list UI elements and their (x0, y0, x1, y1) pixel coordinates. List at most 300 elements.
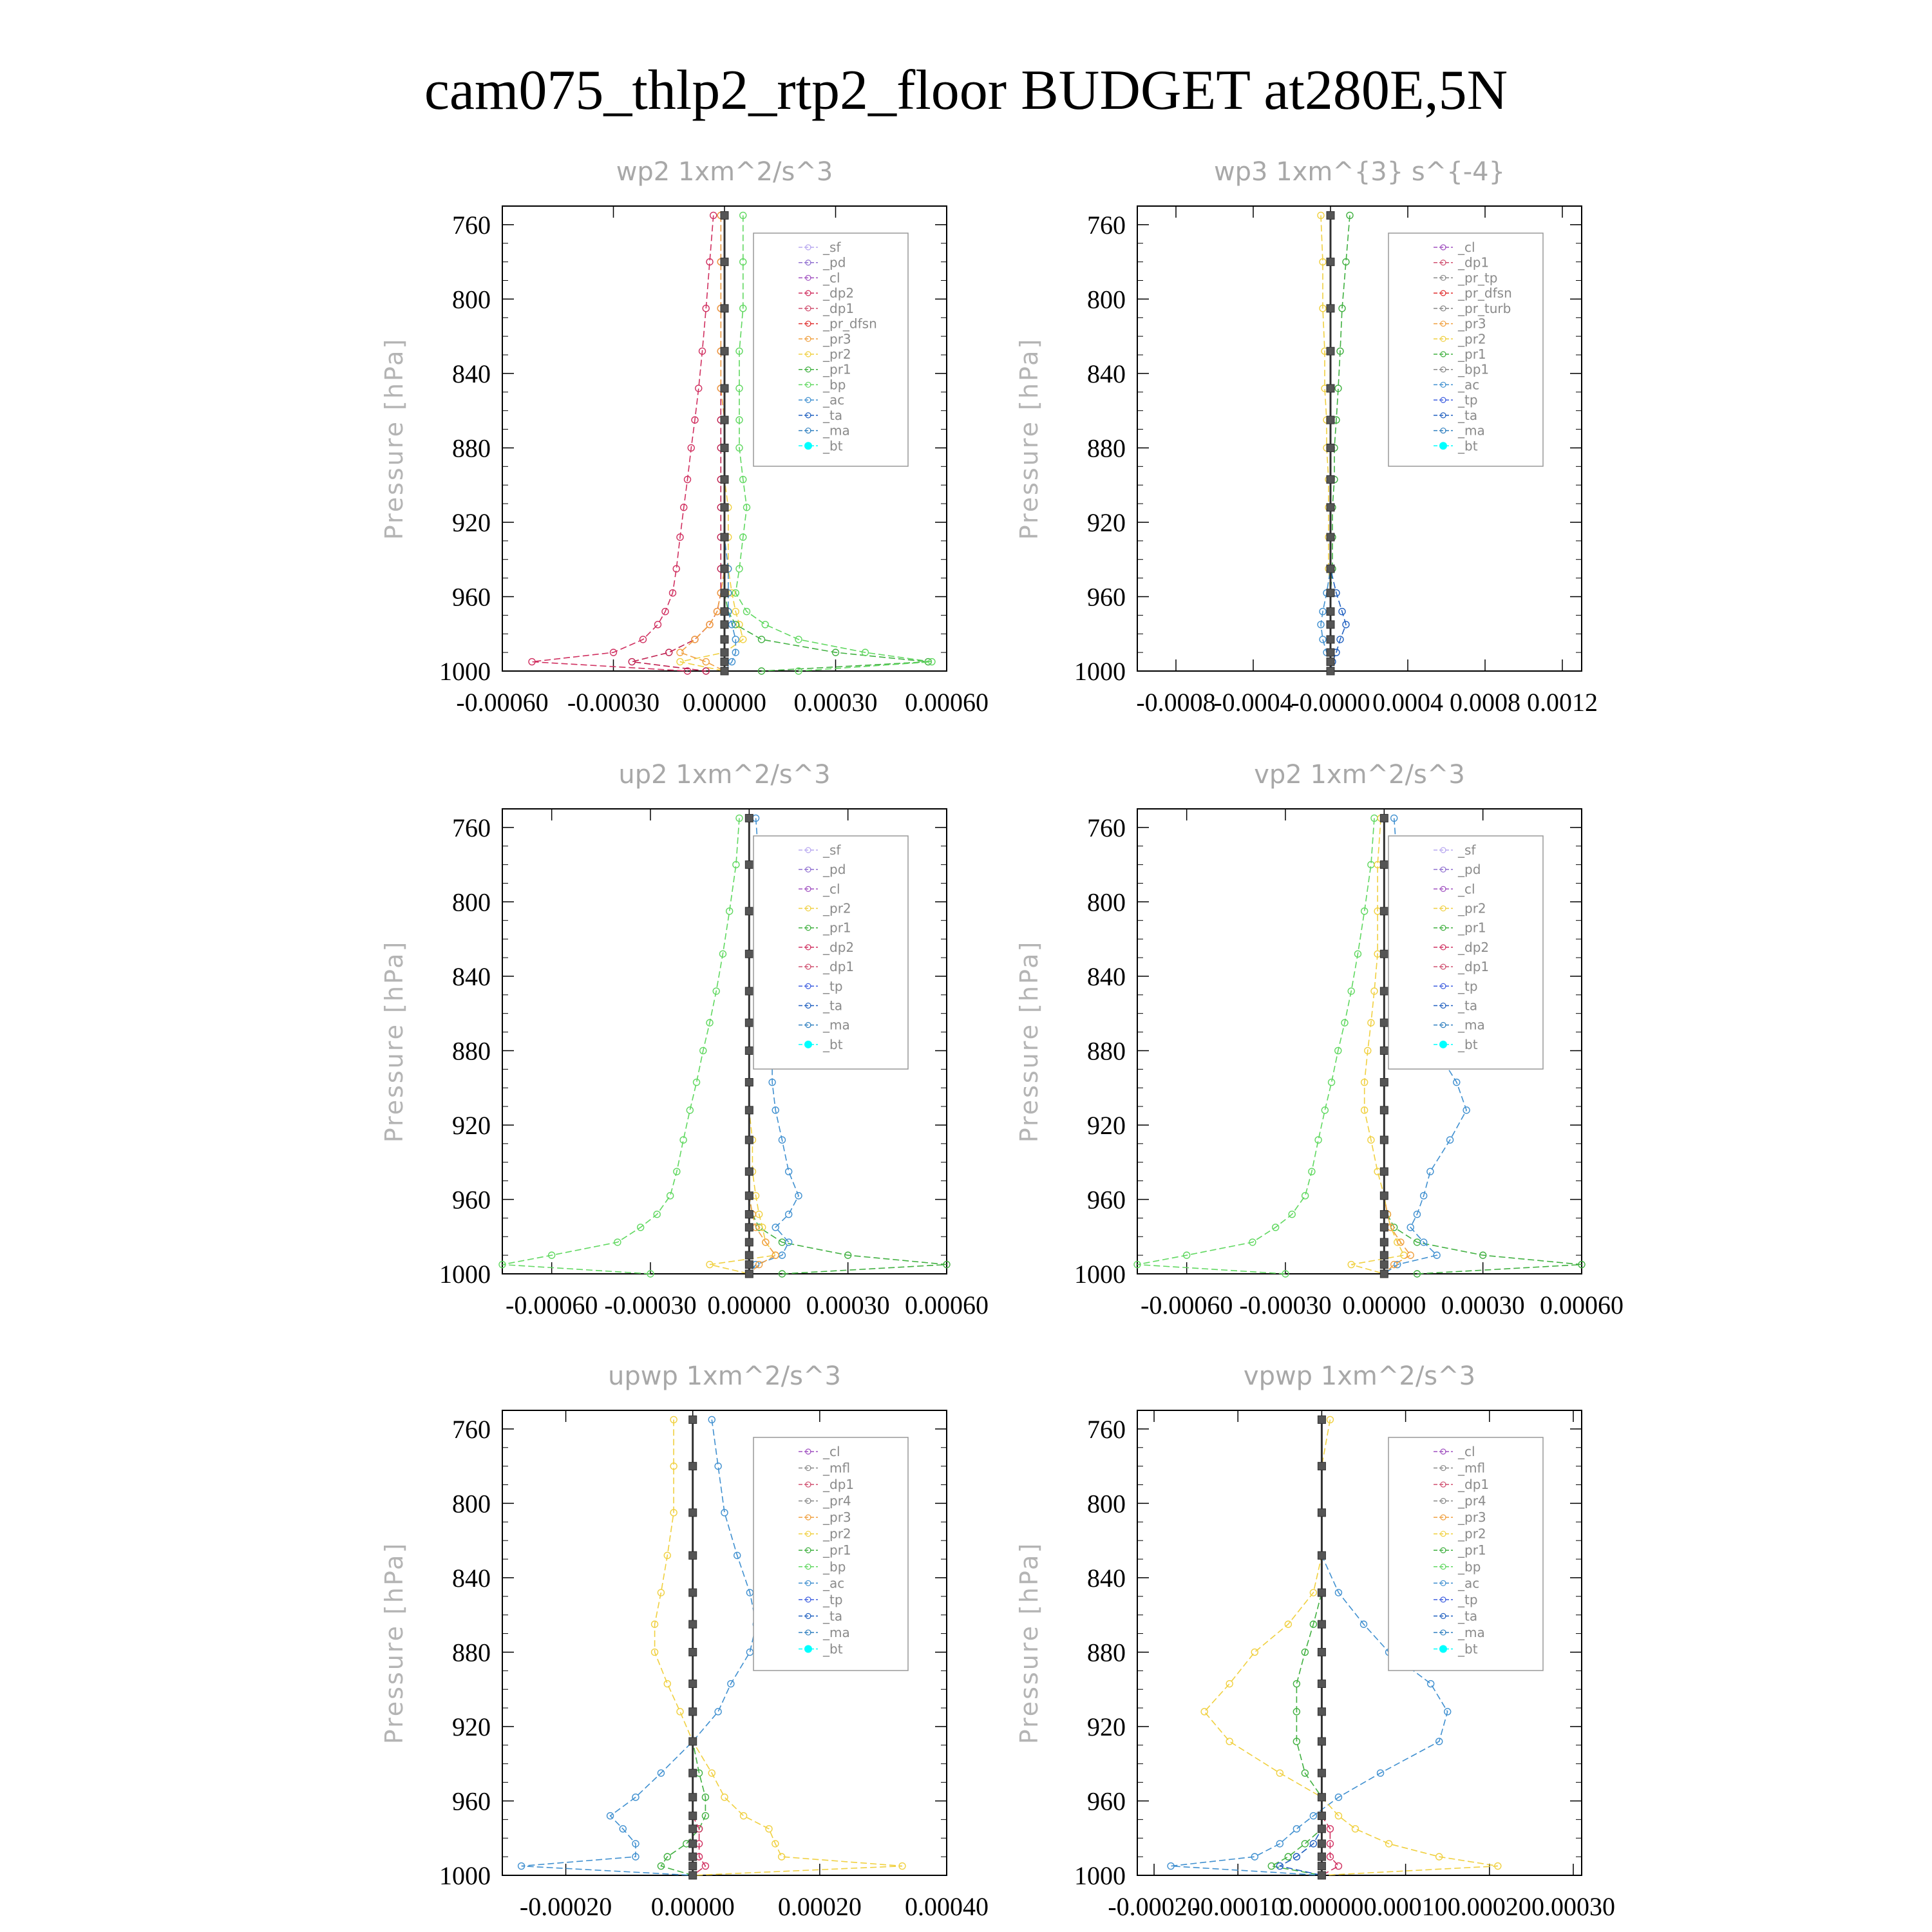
data-point (689, 1825, 697, 1833)
x-tick-label: 0.00030 (1441, 1291, 1525, 1320)
data-point (689, 1680, 697, 1688)
x-tick-label: 0.0004 (1372, 688, 1443, 717)
legend-marker (804, 1645, 812, 1653)
x-tick-label: 0.00060 (905, 688, 989, 717)
panel-title: vpwp 1xm^2/s^3 (1243, 1361, 1476, 1391)
legend-label: _pr1 (823, 1542, 851, 1558)
legend-marker (1439, 1645, 1447, 1653)
data-point (1380, 1270, 1388, 1278)
legend-label: _pr_turb (1458, 300, 1511, 316)
panel-3 (1015, 760, 1624, 1320)
panel-title: upwp 1xm^2/s^3 (608, 1361, 841, 1391)
x-tick-label: 0.00030 (793, 688, 878, 717)
y-tick-label: 880 (452, 1638, 491, 1667)
data-point (1318, 1463, 1325, 1470)
series-dp2 (629, 212, 724, 674)
legend-label: _pr4 (1458, 1493, 1486, 1509)
data-point (1318, 1680, 1325, 1688)
figure-title: cam075_thlp2_rtp2_floor BUDGET at280E,5N (424, 59, 1508, 122)
data-point (1318, 1589, 1325, 1596)
legend-label: _pr3 (1458, 316, 1486, 332)
data-point (667, 1193, 674, 1199)
data-point (721, 667, 728, 675)
y-tick-label: 800 (1087, 887, 1126, 917)
x-tick-label: -0.0000 (1291, 688, 1370, 717)
x-tick-label: 0.0012 (1527, 688, 1598, 717)
data-point (1380, 1251, 1388, 1259)
data-point (1318, 1862, 1325, 1870)
legend-label: _pd (823, 862, 846, 878)
series-tp (518, 1416, 760, 1879)
data-point (721, 621, 728, 629)
legend-label: _bt (1458, 438, 1478, 454)
data-point (1380, 1106, 1388, 1114)
y-tick-label: 960 (1087, 582, 1126, 612)
data-point (715, 1709, 721, 1715)
x-tick-label: 0.00060 (905, 1291, 989, 1320)
data-point (1318, 1648, 1325, 1656)
data-point (1226, 1738, 1233, 1745)
legend-label: _pr_tp (1458, 270, 1498, 286)
series-bt (689, 1416, 697, 1879)
legend-label: _pr2 (1458, 331, 1486, 347)
data-point (1380, 1238, 1388, 1246)
legend-label: _ta (823, 1608, 843, 1624)
panel-title: wp3 1xm^{3} s^{-4} (1213, 157, 1506, 187)
y-tick-label: 760 (1087, 813, 1126, 842)
legend-label: _pr_dfsn (823, 316, 877, 332)
data-point (1302, 1193, 1309, 1199)
x-tick-label: -0.00060 (506, 1291, 598, 1320)
series-bt (745, 814, 753, 1278)
data-point (1327, 305, 1334, 312)
legend-marker (1439, 442, 1447, 450)
data-point (745, 1211, 753, 1218)
data-point (1327, 649, 1334, 656)
legend-label: _ac (823, 1575, 845, 1591)
legend-label: _bp (823, 377, 846, 393)
data-point (1380, 861, 1388, 869)
data-point (745, 1224, 753, 1231)
series-bt (1327, 211, 1334, 675)
data-point (1327, 658, 1334, 666)
y-tick-label: 960 (452, 1786, 491, 1816)
y-tick-label: 840 (1087, 961, 1126, 991)
legend-label: _bt (823, 1036, 843, 1052)
series-line (1280, 1419, 1321, 1875)
x-tick-label: 0.00000 (1280, 1892, 1364, 1921)
panel-2 (380, 760, 989, 1320)
data-point (1327, 444, 1334, 451)
data-point (689, 1620, 697, 1628)
legend-label: _bp1 (1458, 361, 1490, 377)
data-point (1327, 608, 1334, 616)
legend-label: _ta (823, 998, 843, 1014)
data-point (1327, 636, 1334, 643)
legend-label: _pr2 (1458, 1526, 1486, 1542)
data-point (1318, 1825, 1325, 1833)
y-tick-label: 1000 (439, 657, 491, 686)
legend-label: _pr_dfsn (1458, 285, 1512, 301)
series-line (680, 215, 724, 671)
legend-marker (1439, 1041, 1447, 1048)
data-point (721, 533, 728, 541)
data-point (689, 1738, 697, 1745)
y-tick-label: 800 (452, 285, 491, 314)
legend-label: _ma (1458, 422, 1485, 439)
legend-label: _dp2 (1458, 939, 1490, 955)
data-point (1380, 950, 1388, 958)
x-tick-label: -0.00060 (1141, 1291, 1233, 1320)
series-dp1 (529, 212, 717, 674)
data-point (759, 636, 765, 643)
legend-label: _mfl (823, 1460, 851, 1476)
data-point (1327, 533, 1334, 541)
data-point (1380, 1192, 1388, 1200)
data-point (1318, 1871, 1325, 1879)
y-tick-label: 760 (452, 813, 491, 842)
legend (1388, 836, 1543, 1069)
data-point (1293, 1826, 1300, 1832)
y-tick-label: 880 (1087, 1638, 1126, 1667)
data-point (1201, 1709, 1208, 1715)
legend-label: _cl (823, 881, 840, 897)
data-point (689, 1769, 697, 1777)
x-tick-label: -0.00020 (519, 1892, 612, 1921)
legend-label: _mfl (1458, 1460, 1486, 1476)
data-point (721, 1794, 728, 1801)
panel-1 (1015, 157, 1598, 717)
data-point (689, 1853, 697, 1861)
data-point (741, 1813, 747, 1819)
legend (753, 836, 908, 1069)
legend-label: _cl (823, 270, 840, 286)
data-point (786, 1239, 792, 1245)
legend-label: _ma (1458, 1017, 1485, 1033)
data-point (745, 1251, 753, 1259)
data-point (689, 1708, 697, 1716)
data-point (721, 476, 728, 484)
data-point (1380, 987, 1388, 995)
legend-label: _cl (1458, 240, 1475, 255)
y-tick-label: 920 (452, 1712, 491, 1741)
data-point (689, 1648, 697, 1656)
legend-label: _bt (823, 1641, 843, 1657)
data-point (762, 621, 768, 628)
data-point (721, 384, 728, 392)
data-point (1327, 211, 1334, 219)
panel-5 (1015, 1361, 1615, 1921)
data-point (677, 1709, 683, 1715)
series-line (502, 818, 739, 1274)
legend-label: _pr3 (823, 331, 851, 347)
legend-label: _pr1 (1458, 1542, 1486, 1558)
legend-label: _dp2 (823, 939, 855, 955)
data-point (689, 1551, 697, 1559)
data-point (721, 649, 728, 656)
data-point (1327, 589, 1334, 597)
data-point (745, 950, 753, 958)
data-point (745, 1238, 753, 1246)
y-tick-label: 1000 (1074, 657, 1126, 686)
x-tick-label: 0.00010 (1363, 1892, 1448, 1921)
series-bp (1268, 1416, 1325, 1879)
legend-label: _pr1 (823, 361, 851, 377)
series-bp (658, 1416, 708, 1879)
series-line (1331, 215, 1350, 671)
legend-label: _dp1 (823, 959, 855, 975)
y-tick-label: 920 (452, 1110, 491, 1140)
data-point (689, 1812, 697, 1820)
y-tick-label: 880 (452, 1036, 491, 1066)
legend-label: _ac (823, 392, 845, 408)
series-dp1 (499, 815, 743, 1277)
data-point (1318, 1416, 1325, 1423)
legend-label: _dp2 (823, 285, 855, 301)
y-tick-label: 960 (1087, 1185, 1126, 1215)
series-bt (1318, 1416, 1325, 1879)
series-pr2 (677, 212, 746, 674)
legend-label: _dp1 (1458, 254, 1490, 270)
data-point (1318, 1620, 1325, 1628)
y-tick-label: 1000 (1074, 1861, 1126, 1890)
x-tick-label: 0.00040 (905, 1892, 989, 1921)
legend-label: _ta (1458, 407, 1478, 423)
data-point (721, 504, 728, 511)
data-point (703, 659, 709, 665)
y-tick-label: 760 (1087, 210, 1126, 240)
data-point (745, 987, 753, 995)
y-tick-label: 840 (1087, 359, 1126, 388)
legend-label: _ac (1458, 377, 1480, 393)
data-point (1318, 1769, 1325, 1777)
data-point (1318, 1794, 1325, 1801)
data-point (721, 305, 728, 312)
data-point (1380, 1168, 1388, 1175)
data-point (745, 1019, 753, 1027)
data-point (772, 1252, 779, 1258)
legend-marker (804, 442, 812, 450)
series-pr3 (677, 212, 728, 674)
data-point (745, 814, 753, 822)
y-tick-label: 1000 (439, 1260, 491, 1289)
x-tick-label: 0.00000 (707, 1291, 791, 1320)
data-point (745, 1270, 753, 1278)
data-point (1352, 1826, 1358, 1832)
data-point (1327, 504, 1334, 511)
data-point (1380, 1211, 1388, 1218)
legend-label: _pr1 (1458, 346, 1486, 362)
data-point (689, 1871, 697, 1879)
y-axis-label: Pressure [hPa] (1015, 337, 1043, 540)
y-tick-label: 880 (1087, 1036, 1126, 1066)
legend-label: _ta (823, 407, 843, 423)
y-tick-label: 920 (1087, 1712, 1126, 1741)
data-point (689, 1840, 697, 1848)
data-point (745, 1192, 753, 1200)
series-line (522, 1419, 757, 1875)
legend-label: _cl (823, 1444, 840, 1459)
data-point (1380, 1224, 1388, 1231)
legend-label: _pr3 (1458, 1510, 1486, 1526)
legend-label: _tp (1458, 392, 1478, 408)
data-point (745, 1136, 753, 1144)
data-point (655, 621, 661, 628)
data-point (1380, 1261, 1388, 1269)
x-tick-label: -0.0008 (1136, 688, 1216, 717)
data-point (1428, 1681, 1434, 1687)
legend-label: _sf (823, 240, 841, 255)
data-point (1318, 1853, 1325, 1861)
legend-label: _tp (1458, 978, 1478, 994)
panel-title: up2 1xm^2/s^3 (618, 760, 831, 790)
data-point (629, 659, 635, 665)
legend-label: _ta (1458, 1608, 1478, 1624)
data-point (1327, 384, 1334, 392)
y-tick-label: 800 (1087, 285, 1126, 314)
data-point (745, 1261, 753, 1269)
data-point (1327, 621, 1334, 629)
legend-label: _tp (823, 1591, 843, 1607)
x-tick-label: -0.00010 (1191, 1892, 1284, 1921)
data-point (1226, 1681, 1233, 1687)
y-tick-label: 840 (452, 359, 491, 388)
legend-marker (804, 1041, 812, 1048)
data-point (1302, 1841, 1308, 1847)
x-tick-label: -0.00030 (604, 1291, 697, 1320)
y-tick-label: 1000 (1074, 1260, 1126, 1289)
y-tick-label: 840 (1087, 1563, 1126, 1593)
panel-4 (380, 1361, 989, 1921)
data-point (745, 1106, 753, 1114)
x-tick-label: -0.00020 (1108, 1892, 1200, 1921)
legend-label: _bp (823, 1558, 846, 1575)
data-point (1380, 1136, 1388, 1144)
data-point (689, 1794, 697, 1801)
data-point (1380, 1019, 1388, 1027)
data-point (689, 1589, 697, 1596)
legend-label: _ac (1458, 1575, 1480, 1591)
legend-label: _bp (1458, 1558, 1481, 1575)
legend-label: _cl (1458, 881, 1475, 897)
data-point (664, 1681, 670, 1687)
y-tick-label: 800 (452, 887, 491, 917)
data-point (745, 1168, 753, 1175)
x-tick-label: 0.00000 (1342, 1291, 1426, 1320)
x-tick-label: 0.00030 (1531, 1892, 1615, 1921)
series-dp1 (1134, 815, 1378, 1277)
legend-label: _dp1 (823, 300, 855, 316)
legend-label: _bt (1458, 1036, 1478, 1052)
legend-label: _cl (1458, 1444, 1475, 1459)
x-tick-label: -0.0004 (1213, 688, 1293, 717)
data-point (1327, 347, 1334, 355)
legend-label: _bt (1458, 1641, 1478, 1657)
y-tick-label: 760 (452, 1414, 491, 1444)
data-point (721, 211, 728, 219)
data-point (721, 636, 728, 643)
y-tick-label: 960 (1087, 1786, 1126, 1816)
data-point (666, 649, 672, 656)
series-line (532, 215, 714, 671)
data-point (1427, 1168, 1434, 1175)
data-point (1380, 907, 1388, 915)
y-tick-label: 880 (452, 433, 491, 463)
x-tick-label: 0.00030 (806, 1291, 890, 1320)
series-line (693, 1419, 706, 1875)
series-ta (1276, 1416, 1325, 1879)
legend-label: _ta (1458, 998, 1478, 1014)
data-point (745, 1079, 753, 1086)
y-tick-label: 760 (1087, 1414, 1126, 1444)
data-point (1327, 416, 1334, 424)
y-axis-label: Pressure [hPa] (1015, 940, 1043, 1143)
legend-label: _ma (1458, 1624, 1485, 1640)
legend-label: _tp (1458, 1591, 1478, 1607)
data-point (1318, 1708, 1325, 1716)
y-axis-label: Pressure [hPa] (380, 337, 408, 540)
legend-label: _pr2 (823, 900, 851, 916)
data-point (1335, 1863, 1341, 1870)
data-point (1318, 1551, 1325, 1559)
data-point (721, 258, 728, 266)
data-point (689, 1463, 697, 1470)
series-line (1271, 1419, 1321, 1875)
data-point (721, 444, 728, 451)
x-tick-label: 0.00060 (1540, 1291, 1624, 1320)
data-point (1318, 1840, 1325, 1848)
data-point (745, 1046, 753, 1054)
y-tick-label: 920 (452, 507, 491, 537)
series-line (661, 1419, 705, 1875)
y-tick-label: 840 (452, 1563, 491, 1593)
x-tick-label: -0.00030 (567, 688, 660, 717)
data-point (1318, 1509, 1325, 1517)
x-tick-label: -0.00060 (456, 688, 549, 717)
legend-label: _pd (1458, 862, 1481, 878)
x-tick-label: 0.0008 (1450, 688, 1520, 717)
y-tick-label: 920 (1087, 1110, 1126, 1140)
data-point (1327, 667, 1334, 675)
data-point (1318, 1812, 1325, 1820)
legend-label: _bt (823, 438, 843, 454)
data-point (745, 907, 753, 915)
data-point (721, 347, 728, 355)
legend-label: _pr4 (823, 1493, 851, 1509)
x-tick-label: 0.00020 (777, 1892, 862, 1921)
y-tick-label: 880 (1087, 433, 1126, 463)
y-axis-label: Pressure [hPa] (380, 1541, 408, 1745)
legend-label: _pr2 (823, 1526, 851, 1542)
legend-label: _ma (823, 422, 850, 439)
data-point (692, 636, 698, 643)
data-point (1327, 258, 1334, 266)
series-line (1321, 215, 1331, 671)
series-bt (1380, 814, 1388, 1278)
data-point (1380, 814, 1388, 822)
data-point (1407, 1252, 1414, 1258)
legend-label: _pr1 (823, 920, 851, 936)
data-point (1285, 1853, 1291, 1860)
y-axis-label: Pressure [hPa] (380, 940, 408, 1143)
legend-label: _pr2 (1458, 900, 1486, 916)
x-tick-label: 0.00000 (650, 1892, 735, 1921)
legend-label: _tp (823, 978, 843, 994)
data-point (1251, 1649, 1258, 1655)
legend-label: _ma (823, 1017, 850, 1033)
legend (1388, 233, 1543, 466)
data-point (721, 589, 728, 597)
